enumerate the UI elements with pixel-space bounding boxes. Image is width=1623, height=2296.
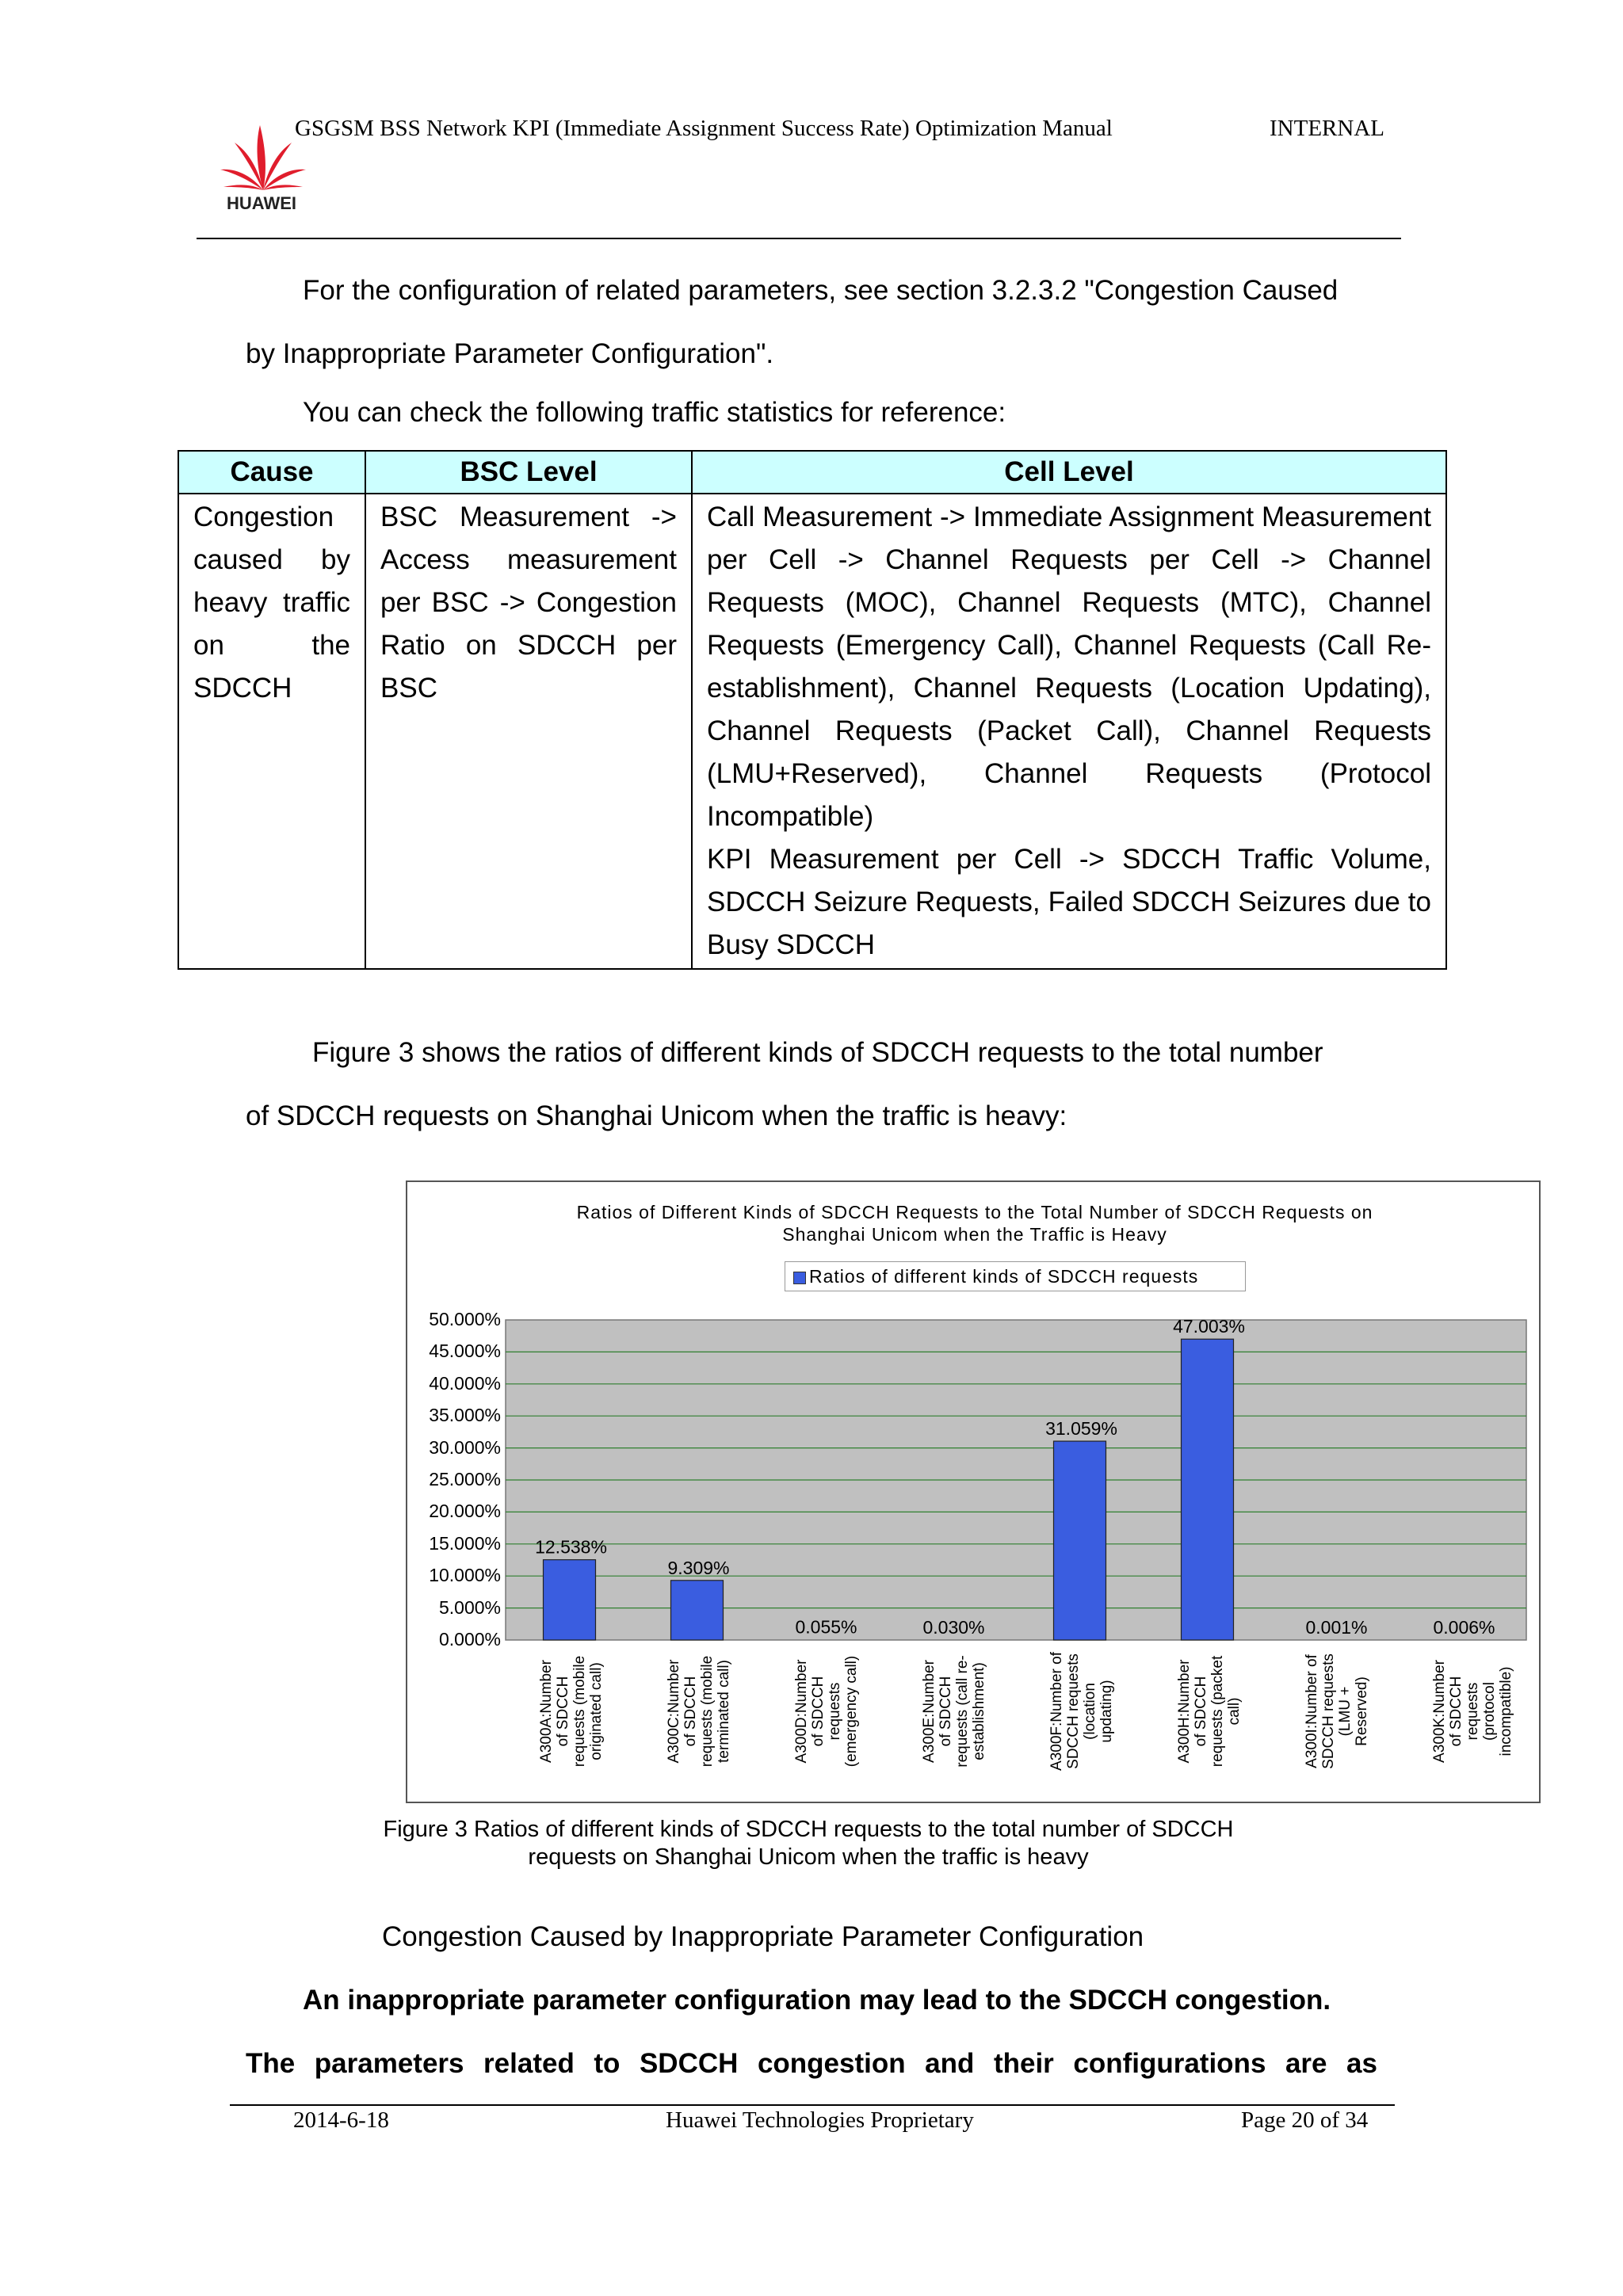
bar-value-label: 0.055% <box>795 1616 857 1638</box>
bar <box>544 1560 596 1640</box>
para2: You can check the following traffic statistics for reference: <box>303 397 1006 428</box>
table-header-bsc-level: BSC Level <box>365 451 692 494</box>
table-cell-cause: Congestion caused by heavy traffic on the SDCCH <box>178 494 365 969</box>
y-tick-label: 25.000% <box>429 1469 501 1489</box>
cell-level-text-1: Call Measurement -> Immediate Assignment Measurement per Cell -> Channel Requests per Cell -> Channel Requests (MOC), Channel Requests (MTC), Channel Requests (Emergency Call), Channel Requests (Call Re-establishment), Channel Requests (Location Updating), Channel Requests (Packet Call), Channel Requests (LMU+Reserved), Channel Requests (Protocol Incompatible) <box>707 502 1431 832</box>
y-tick-label: 5.000% <box>438 1596 501 1618</box>
y-tick-label: 50.000% <box>429 1309 501 1329</box>
y-tick-label: 15.000% <box>429 1532 501 1554</box>
bar <box>671 1581 724 1640</box>
para3-line2: of SDCCH requests on Shanghai Unicom when the traffic is heavy: <box>246 1100 1067 1131</box>
y-tick-label: 40.000% <box>429 1372 501 1394</box>
x-category-label: A300F:Number of SDCCH requests (location updating) <box>1048 1652 1115 1771</box>
bar-value-label: 31.059% <box>1045 1418 1117 1440</box>
table-header-cause: Cause <box>178 451 365 494</box>
bar-value-label: 0.006% <box>1433 1616 1495 1638</box>
y-tick-label: 0.000% <box>438 1629 501 1650</box>
x-category-label: A300A:Number of SDCCH requests (mobile originated call) <box>537 1655 605 1768</box>
bar-value-label: 0.030% <box>922 1616 985 1638</box>
chart-title-line2: Shanghai Unicom when the Traffic is Heavy <box>782 1224 1167 1245</box>
x-category-label: A300H:Number of SDCCH requests (packet call) <box>1175 1655 1243 1768</box>
logo-wordmark: HUAWEI <box>227 193 296 213</box>
bar-value-label: 9.309% <box>667 1557 730 1578</box>
caption-line1: Figure 3 Ratios of different kinds of SDCCH requests to the total number of SDCCH <box>383 1817 1234 1842</box>
header-title: GSGSM BSS Network KPI (Immediate Assignment Success Rate) Optimization Manual <box>295 116 1113 141</box>
x-category-label: A300K:Number of SDCCH requests (protocol incompatible) <box>1430 1660 1514 1763</box>
footer-date: 2014-6-18 <box>293 2107 389 2133</box>
footer-rule <box>230 2104 1395 2106</box>
x-category-label: A300C:Number of SDCCH requests (mobile terminated call) <box>665 1655 732 1768</box>
chart-title-line1: Ratios of Different Kinds of SDCCH Requests to the Total Number of SDCCH Requests on <box>576 1202 1373 1222</box>
y-tick-label: 10.000% <box>429 1565 501 1586</box>
y-tick-label: 20.000% <box>429 1501 501 1522</box>
x-category-label: A300I:Number of SDCCH requests (LMU + Reserved) <box>1303 1653 1370 1769</box>
x-category-label: A300E:Number of SDCCH requests (call re-establishment) <box>920 1655 987 1768</box>
bar <box>1054 1441 1106 1640</box>
header-classification: INTERNAL <box>1270 116 1384 141</box>
para3-line1: Figure 3 shows the ratios of different kinds of SDCCH requests to the total number <box>312 1037 1323 1068</box>
bar <box>1182 1339 1234 1640</box>
para4-line2: The parameters related to SDCCH congestion and their configurations are as <box>246 2048 1377 2079</box>
caption-line2: requests on Shanghai Unicom when the traffic is heavy <box>528 1844 1089 1870</box>
para4-line1: An inappropriate parameter configuration may lead to the SDCCH congestion. <box>303 1985 1331 2016</box>
bar-value-label: 0.001% <box>1305 1616 1368 1638</box>
y-tick-label: 45.000% <box>429 1341 501 1362</box>
x-category-label: A300D:Number of SDCCH requests (emergency call) <box>792 1655 860 1768</box>
table-header-cell-level: Cell Level <box>692 451 1446 494</box>
bar-value-label: 47.003% <box>1173 1316 1245 1337</box>
para1-line1: For the configuration of related parameters, see section 3.2.3.2 "Congestion Caused <box>303 275 1338 306</box>
table-cell-bsc-level: BSC Measurement -> Access measurement per BSC -> Congestion Ratio on SDCCH per BSC <box>365 494 692 969</box>
y-tick-label: 30.000% <box>429 1436 501 1458</box>
subheading: Congestion Caused by Inappropriate Parameter Configuration <box>382 1921 1144 1952</box>
cell-level-text-2: KPI Measurement per Cell -> SDCCH Traffic Volume, SDCCH Seizure Requests, Failed SDCCH Seizures due to Busy SDCCH <box>707 844 1431 960</box>
bar-value-label: 12.538% <box>535 1536 607 1558</box>
y-tick-label: 35.000% <box>429 1405 501 1426</box>
para1-line2: by Inappropriate Parameter Configuration". <box>246 338 774 369</box>
figure-caption <box>317 1816 1300 1871</box>
footer-page: Page 20 of 34 <box>1241 2107 1369 2133</box>
legend-label: Ratios of different kinds of SDCCH requests <box>809 1266 1199 1287</box>
footer-company: Huawei Technologies Proprietary <box>666 2107 974 2133</box>
